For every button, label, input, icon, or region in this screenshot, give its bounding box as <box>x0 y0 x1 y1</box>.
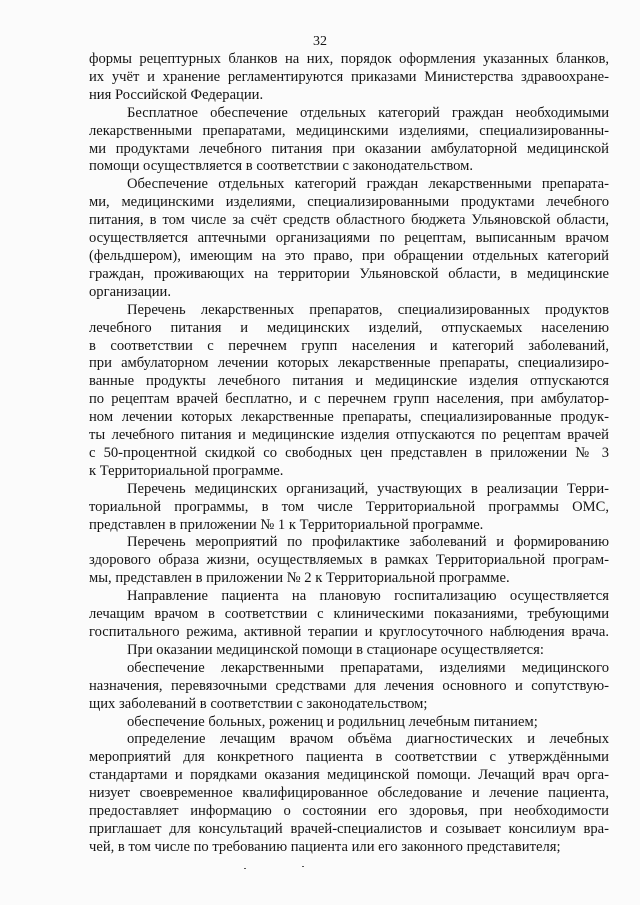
scan-speck <box>302 866 304 867</box>
text-line: мероприятий для конкретного пациента в соответствии с утверждёнными <box>89 749 609 766</box>
text-line: их учёт и хранение регламентируются приказами Министерства здравоохране- <box>89 68 609 85</box>
text-line: при амбулаторном лечении которых лекарственные препараты, специализиро- <box>89 355 609 372</box>
text-line: лекарственными препаратами, медицинскими изделиями, специализированны- <box>89 122 609 139</box>
text-line: предоставляет информацию о состоянии его здоровья, при необходимости <box>89 803 609 820</box>
text-line: граждан, проживающих на территории Ульяновской области, в медицинские <box>89 265 609 282</box>
text-line: госпитального режима, активной терапии и круглосуточного наблюдения врача. <box>89 624 609 640</box>
text-line: ния Российской Федерации. <box>89 86 264 103</box>
text-line: назначения, перевязочными средствами для лечения основного и сопутствую- <box>89 677 609 694</box>
text-line: обеспечение лекарственными препаратами, изделиями медицинского <box>127 659 609 676</box>
text-line: по рецептам врачей бесплатно, и с перечнем групп населения, при амбулатор- <box>89 391 609 408</box>
text-line: помощи осуществляется в соответствии с законодательством. <box>89 158 474 175</box>
text-line: Направление пациента на плановую госпитализацию осуществляется <box>127 588 609 605</box>
text-line: Перечень лекарственных препаратов, специализированных продуктов <box>127 301 609 318</box>
text-line: обеспечение больных, рожениц и родильниц лечебным питанием; <box>127 713 538 730</box>
text-line: осуществляется аптечными организациями по рецептам, выписанным врачом <box>89 230 609 247</box>
text-line: При оказании медицинской помощи в стационаре осуществляется: <box>127 641 544 658</box>
text-line: приглашает для консультаций врачей-специалистов и созывает консилиум вра- <box>89 820 609 837</box>
text-line: с 50-процентной скидкой со свободных цен представлен в приложении № 3 <box>89 444 609 461</box>
text-line: мы, представлен в приложении № 2 к Территориальной программе. <box>89 570 510 587</box>
text-line: Перечень мероприятий по профилактике заболеваний и формированию <box>127 534 609 551</box>
text-line: ванные продукты лечебного питания и медицинские изделия отпускаются <box>89 373 609 390</box>
text-line: Перечень медицинских организаций, участвующих в реализации Терри- <box>127 480 609 497</box>
text-line: ми, медицинскими изделиями, специализированными продуктами лечебного <box>89 194 609 211</box>
text-line: формы рецептурных бланков на них, порядок оформления указанных бланков, <box>89 51 609 67</box>
text-line: Бесплатное обеспечение отдельных категорий граждан необходимыми <box>127 104 609 121</box>
text-line: ториальной программы, в том числе Территориальной программы ОМС, <box>89 498 609 515</box>
scan-speck <box>244 868 246 869</box>
text-line: ми продуктами лечебного питания при оказании амбулаторной медицинской <box>89 140 609 157</box>
body-text <box>89 51 609 857</box>
text-line: низует своевременное квалифицированное обследование и лечение пациента, <box>89 785 609 802</box>
text-line: представлен в приложении № 1 к Территориальной программе. <box>89 516 484 533</box>
text-line: (фельдшером), имеющим на это право, при обращении отдельных категорий <box>89 247 609 264</box>
text-line: здорового образа жизни, осуществляемых в рамках Территориальной програм- <box>89 552 609 569</box>
text-line: Обеспечение отдельных категорий граждан лекарственными препарата- <box>127 176 609 193</box>
text-line: ты лечебного питания и медицинские изделия отпускаются по рецептам врачей <box>89 427 609 444</box>
text-line: в соответствии с перечнем групп населения и категорий заболеваний, <box>89 337 609 354</box>
text-line: лечащим врачом в соответствии с клиническими показаниями, требующими <box>89 606 609 623</box>
text-line: лечебного питания и медицинских изделий, отпускаемых населению <box>89 319 609 336</box>
text-line: чей, в том числе по требованию пациента или его законного представителя; <box>89 838 561 855</box>
text-line: к Территориальной программе. <box>89 462 284 479</box>
text-line: щих заболеваний в соответствии с законодательством; <box>89 695 428 712</box>
page-number: 32 <box>313 34 327 49</box>
text-line: ном лечении которых лекарственные препараты, специализированные продук- <box>89 409 609 426</box>
text-line: организации. <box>89 283 171 300</box>
text-line: питания, в том числе за счёт средств областного бюджета Ульяновской области, <box>89 212 609 229</box>
text-line: определение лечащим врачом объёма диагностических и лечебных <box>127 731 609 748</box>
text-line: стандартами и порядками оказания медицинской помощи. Лечащий врач орга- <box>89 767 609 784</box>
